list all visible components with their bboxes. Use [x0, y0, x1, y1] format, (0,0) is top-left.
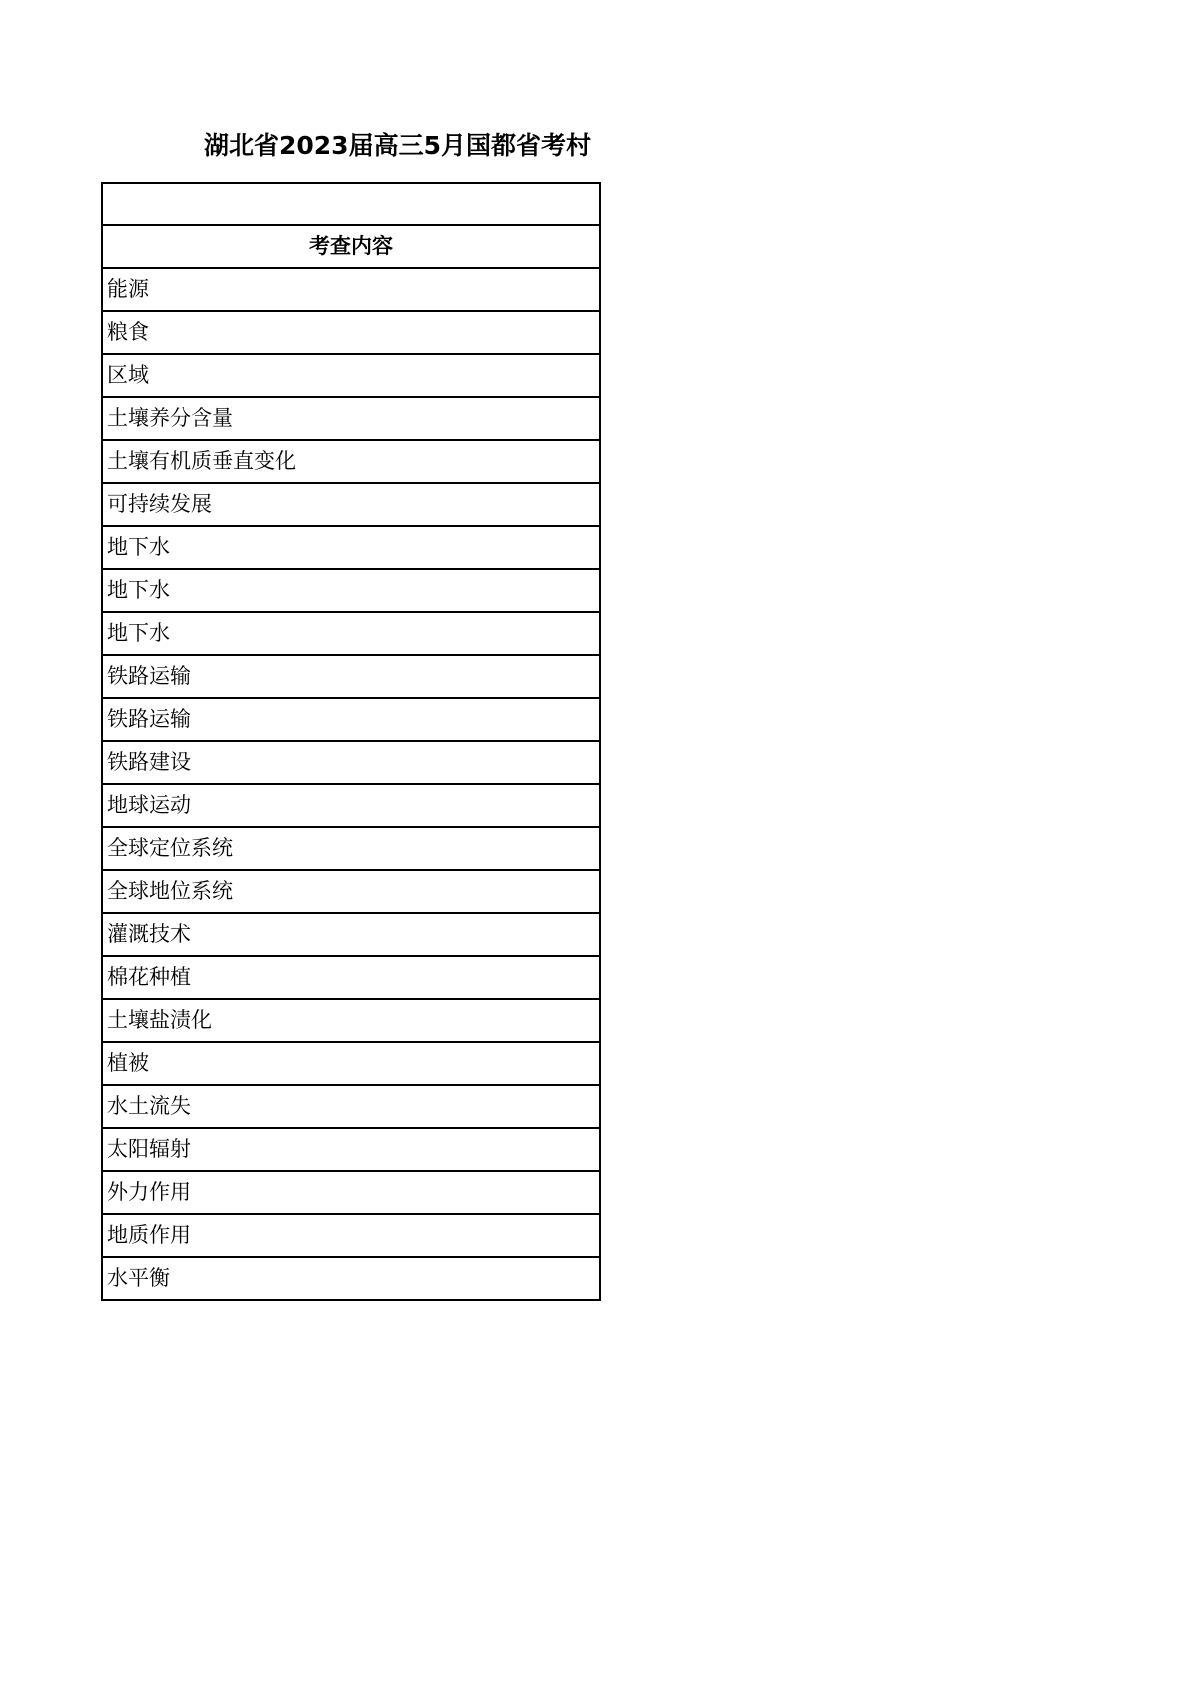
table-row — [102, 440, 600, 483]
content-cell: 区域 — [102, 354, 600, 397]
content-cell: 全球定位系统 — [102, 827, 600, 870]
content-cell: 粮食 — [102, 311, 600, 354]
content-cell: 土壤养分含量 — [102, 397, 600, 440]
content-cell: 全球地位系统 — [102, 870, 600, 913]
table-row — [102, 999, 600, 1042]
content-cell: 铁路运输 — [102, 655, 600, 698]
column-header-content: 考查内容 — [102, 225, 600, 268]
content-cell: 外力作用 — [102, 1171, 600, 1214]
table-row — [102, 311, 600, 354]
content-cell: 可持续发展 — [102, 483, 600, 526]
content-table — [101, 182, 601, 1301]
content-cell: 地下水 — [102, 569, 600, 612]
table-row — [102, 569, 600, 612]
table-row — [102, 870, 600, 913]
table-row — [102, 1171, 600, 1214]
content-cell: 地下水 — [102, 526, 600, 569]
content-cell: 水平衡 — [102, 1257, 600, 1300]
content-cell: 土壤有机质垂直变化 — [102, 440, 600, 483]
content-cell: 太阳辐射 — [102, 1128, 600, 1171]
table-row — [102, 913, 600, 956]
table-row — [102, 354, 600, 397]
table-row — [102, 268, 600, 311]
content-cell: 地球运动 — [102, 784, 600, 827]
content-cell: 地下水 — [102, 612, 600, 655]
content-cell: 地质作用 — [102, 1214, 600, 1257]
table-row — [102, 1085, 600, 1128]
content-cell: 铁路建设 — [102, 741, 600, 784]
blank-cell — [102, 183, 600, 225]
content-cell: 水土流失 — [102, 1085, 600, 1128]
table-row — [102, 483, 600, 526]
table-row — [102, 827, 600, 870]
table-row — [102, 1214, 600, 1257]
table-row — [102, 1042, 600, 1085]
blank-row — [102, 183, 600, 225]
table-row — [102, 698, 600, 741]
table-row — [102, 655, 600, 698]
page-title: 湖北省2023届高三5月国都省考村 — [204, 131, 591, 160]
table-row — [102, 612, 600, 655]
table-row — [102, 784, 600, 827]
table-row — [102, 1257, 600, 1300]
table-row — [102, 526, 600, 569]
table-row — [102, 956, 600, 999]
table-row — [102, 741, 600, 784]
content-cell: 土壤盐渍化 — [102, 999, 600, 1042]
content-cell: 能源 — [102, 268, 600, 311]
content-cell: 植被 — [102, 1042, 600, 1085]
content-cell: 棉花种植 — [102, 956, 600, 999]
content-cell: 铁路运输 — [102, 698, 600, 741]
table-row — [102, 1128, 600, 1171]
table-row — [102, 397, 600, 440]
header-row — [102, 225, 600, 268]
content-cell: 灌溉技术 — [102, 913, 600, 956]
